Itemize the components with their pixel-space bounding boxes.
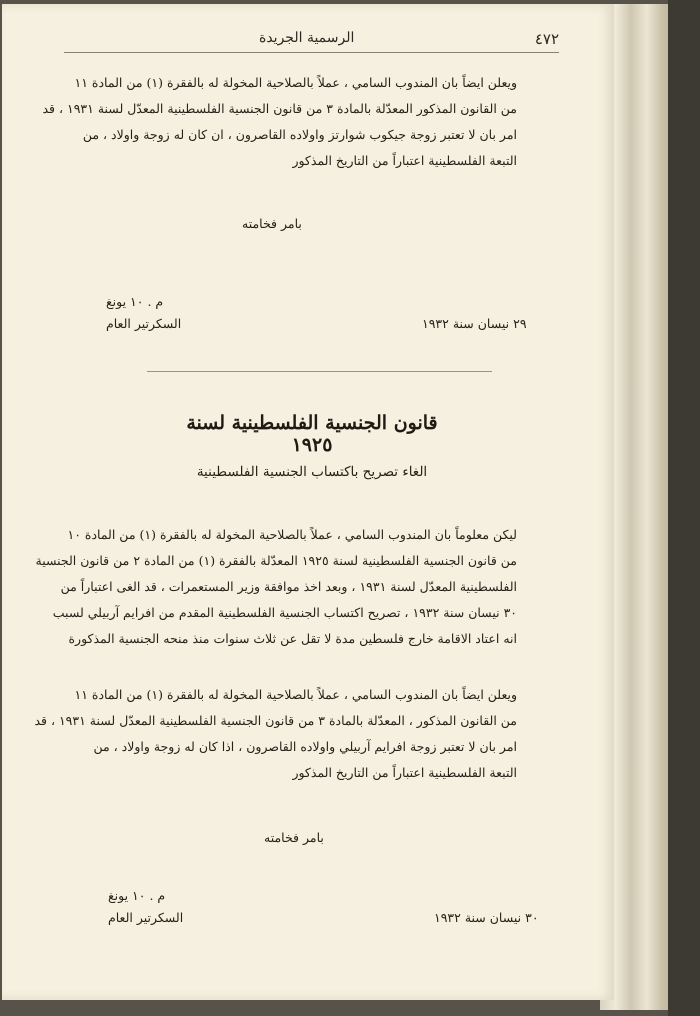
notice-paragraph-3 [34, 682, 517, 786]
paragraph-line: من قانون الجنسية الفلسطينية لسنة ١٩٢٥ المعدّلة بالفقرة (١) من المادة ٢ من قانون الجنسية [35, 553, 517, 568]
page-number: ٤٧٢ [534, 30, 559, 48]
notice-paragraph-1 [42, 70, 517, 174]
paragraph-line: ويعلن ايضاً بان المندوب السامي ، عملاً بالصلاحية المخولة له بالفقرة (١) من المادة ١١ [74, 75, 517, 90]
paragraph-line: من القانون المذكور ، المعدّلة بالمادة ٣ من قانون الجنسية الفلسطينية المعدّل لسنة ١٩٣١ ، قد [34, 713, 517, 728]
notice-date: ٣٠ نيسان سنة ١٩٣٢ [434, 910, 539, 925]
notice-paragraph-2 [35, 522, 517, 652]
signatory-title: السكرتير العام [106, 316, 182, 331]
paragraph-line: ليكن معلوماً بان المندوب السامي ، عملاً بالصلاحية المخولة له بالفقرة (١) من المادة ١٠ [67, 527, 517, 542]
signatory-name: م . ١٠ يونغ [106, 294, 164, 309]
document-page [2, 4, 614, 1000]
by-command-text: بامر فخامته [264, 830, 324, 845]
paragraph-line: من القانون المذكور المعدّلة بالمادة ٣ من قانون الجنسية الفلسطينية المعدّل لسنة ١٩٣١ ، قد [42, 101, 517, 116]
page-header [64, 28, 559, 53]
paragraph-line: امر بان لا تعتبر زوجة جيكوب شوارتز واولاده القاصرون ، ان كان له زوجة واولاد ، من [82, 127, 517, 142]
paragraph-line: انه اعتاد الاقامة خارج فلسطين مدة لا تقل عن ثلاث سنوات منذ منحه الجنسية المذكورة [68, 631, 517, 646]
book-cover [668, 0, 700, 1016]
by-command-text: بامر فخامته [242, 216, 302, 231]
paragraph-line: ويعلن ايضاً بان المندوب السامي ، عملاً بالصلاحية المخولة له بالفقرة (١) من المادة ١١ [74, 687, 517, 702]
law-title: قانون الجنسية الفلسطينية لسنة ١٩٢٥ [186, 412, 438, 456]
paragraph-line: التبعة الفلسطينية اعتباراً من التاريخ المذكور [292, 765, 517, 780]
paragraph-line: امر بان لا تعتبر زوجة افرايم آربيلي واولاده القاصرون ، اذا كان له زوجة واولاد ، من [93, 739, 517, 754]
signatory-name: م . ١٠ يونغ [108, 888, 166, 903]
notice-date: ٢٩ نيسان سنة ١٩٣٢ [422, 316, 527, 331]
section-divider [147, 371, 492, 372]
law-subtitle: الغاء تصريح باكتساب الجنسية الفلسطينية [196, 464, 428, 480]
paragraph-line: ٣٠ نيسان سنة ١٩٣٢ ، تصريح اكتساب الجنسية الفلسطينية المقدم من افرايم آربيلي لسبب [52, 605, 517, 620]
running-title: الرسمية الجريدة [259, 30, 355, 46]
paragraph-line: الفلسطينية المعدّل لسنة ١٩٣١ ، وبعد اخذ موافقة وزير المستعمرات ، قد الغى اعتباراً من [60, 579, 517, 594]
paragraph-line: التبعة الفلسطينية اعتباراً من التاريخ المذكور [292, 153, 517, 168]
signatory-title: السكرتير العام [108, 910, 184, 925]
